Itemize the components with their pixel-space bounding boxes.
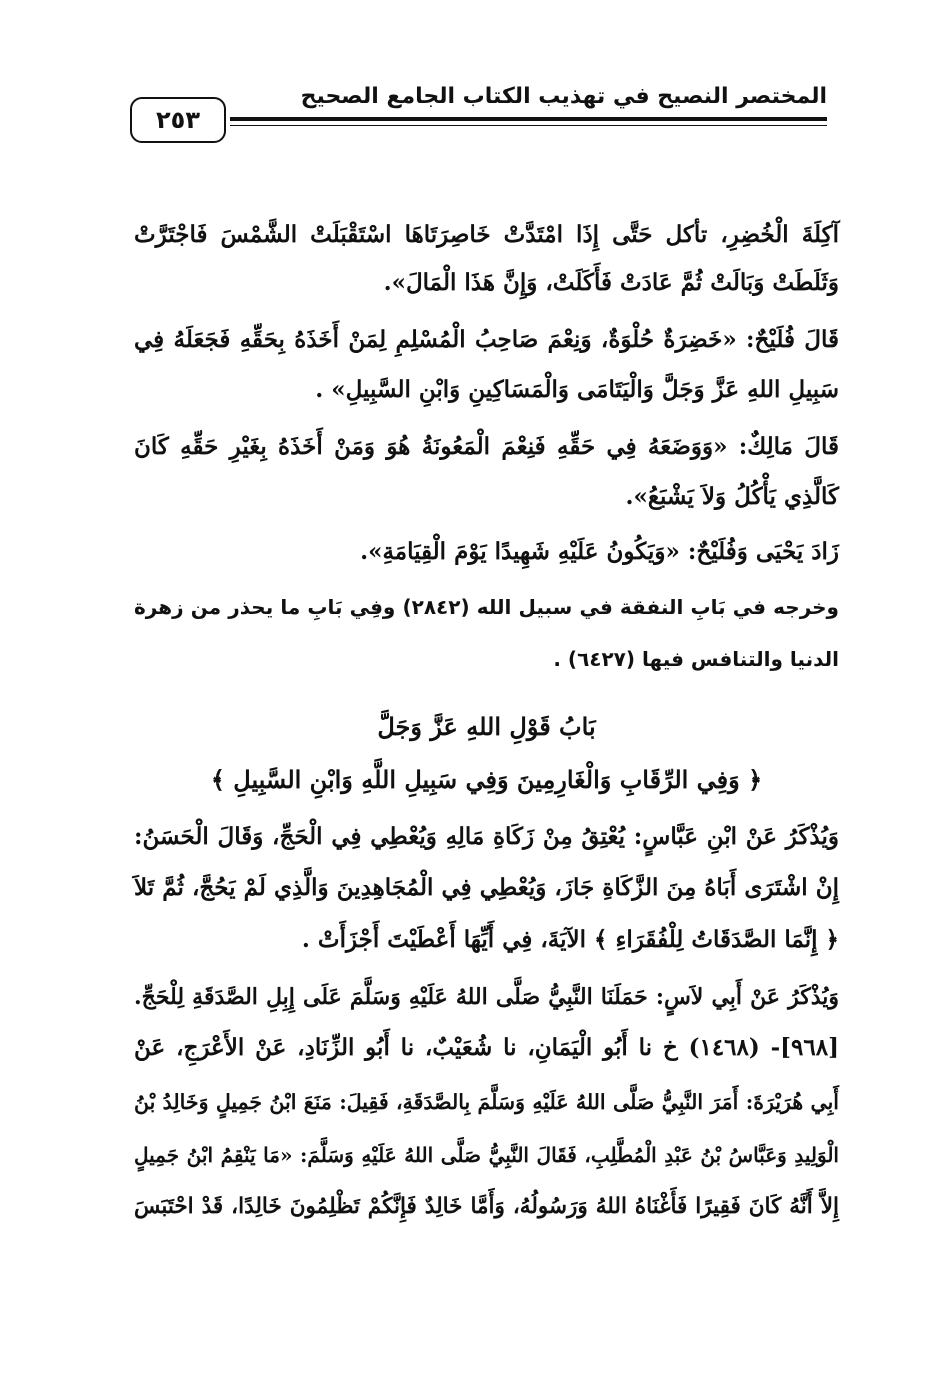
page-number: ٢٥٣ (130, 97, 226, 143)
text-line: وَثَلَطَتْ وَبَالَتْ ثُمَّ عَادَتْ فَأَكَلَتْ، وَإِنَّ هَذَا الْمَالَ». (383, 269, 839, 296)
text-line: الْوَلِيدِ وَعَبَّاسُ بْنُ عَبْدِ الْمُطَّلِبِ، فَقَالَ النَّبِيُّ صَلَّى اللهُ عَلَيْهِ وَسَلَّمَ: «مَا يَنْقِمُ ابْنُ جَمِيلٍ (134, 1143, 839, 1167)
chapter-title: بَابُ قَوْلِ اللهِ عَزَّ وَجَلَّ (377, 712, 596, 741)
text-line: وخرجه في بَابِ النفقة في سبيل الله (٢٨٤٢) وفِي بَابِ ما يحذر من زهرة (134, 595, 839, 619)
text-line: ﴿ إِنَّمَا الصَّدَقَاتُ لِلْفُقَرَاءِ ﴾ الآيَةَ، فِي أَيِّهَا أَعْطَيْتَ أَجْزَأَتْ . (301, 926, 839, 953)
text-line: إِنْ اشْتَرَى أَبَاهُ مِنَ الزَّكَاةِ جَازَ، وَيُعْطِي فِي الْمُجَاهِدِينَ وَالَّذِي لَمْ يَحُجَّ، ثُمَّ تَلاَ (134, 874, 839, 901)
text-line: وَيُذْكَرُ عَنْ ابْنِ عَبَّاسٍ: يُعْتِقُ مِنْ زَكَاةِ مَالِهِ وَيُعْطِي فِي الْحَجِّ، وَقَالَ الْحَسَنُ: (134, 823, 839, 850)
text-line: قَالَ فُلَيْحٌ: «خَضِرَةٌ حُلْوَةٌ، وَنِعْمَ صَاحِبُ الْمُسْلِمِ لِمَنْ أَخَذَهُ بِحَقِّهِ فَجَعَلَهُ فِي (134, 326, 839, 353)
running-title: المختصر النصيح في تهذيب الكتاب الجامع الصحيح (300, 84, 827, 109)
text-line: إِلاَّ أَنَّهُ كَانَ فَقِيرًا فَأَغْنَاهُ اللهُ وَرَسُولُهُ، وَأَمَّا خَالِدٌ فَإِنَّكُمْ تَظْلِمُونَ خَالِدًا، قَدْ احْتَبَسَ (134, 1194, 839, 1219)
chapter-verse: ﴿ وَفِي الرِّقَابِ وَالْغَارِمِينَ وَفِي سَبِيلِ اللَّهِ وَابْنِ السَّبِيلِ ﴾ (210, 765, 763, 794)
text-line: آكِلَةَ الْخُضِرِ، تأكل حَتَّى إِذَا امْتَدَّتْ خَاصِرَتَاهَا اسْتَقْبَلَتْ الشَّمْسَ فَاجْتَرَّتْ (134, 221, 839, 248)
text-line: كَالَّذِي يَأْكُلُ وَلاَ يَشْبَعُ». (625, 483, 839, 510)
header-rule-thick (230, 117, 827, 121)
text-line: سَبِيلِ اللهِ عَزَّ وَجَلَّ وَالْيَتَامَى وَالْمَسَاكِينِ وَابْنِ السَّبِيلِ» . (315, 376, 839, 403)
header-rule-thin (230, 125, 827, 126)
text-line: وَيُذْكَرُ عَنْ أَبِي لاَسٍ: حَمَلَنَا النَّبِيُّ صَلَّى اللهُ عَلَيْهِ وَسَلَّمَ عَلَى إِبِلِ الصَّدَقَةِ لِلْحَجِّ. (134, 984, 839, 1010)
text-line: قَالَ مَالِكٌ: «وَوَضَعَهُ فِي حَقِّهِ فَنِعْمَ الْمَعُونَةُ هُوَ وَمَنْ أَخَذَهُ بِغَيْرِ حَقِّهِ كَانَ (134, 433, 839, 460)
text-line: أَبِي هُرَيْرَةَ: أَمَرَ النَّبِيُّ صَلَّى اللهُ عَلَيْهِ وَسَلَّمَ بِالصَّدَقَةِ، فَقِيلَ: مَنَعَ ابْنُ جَمِيلٍ وَخَالِدُ بْنُ (134, 1090, 839, 1114)
text-line: الدنيا والتنافس فيها (٦٤٢٧) . (553, 647, 839, 671)
text-line: [٩٦٨]- (١٤٦٨) خ نا أَبُو الْيَمَانِ، نا شُعَيْبٌ، نا أَبُو الزِّنَادِ، عَنْ الأَعْرَجِ، عَنْ (134, 1034, 839, 1061)
text-line: زَادَ يَحْيَى وَفُلَيْحٌ: «وَيَكُونُ عَلَيْهِ شَهِيدًا يَوْمَ الْقِيَامَةِ». (360, 538, 839, 565)
